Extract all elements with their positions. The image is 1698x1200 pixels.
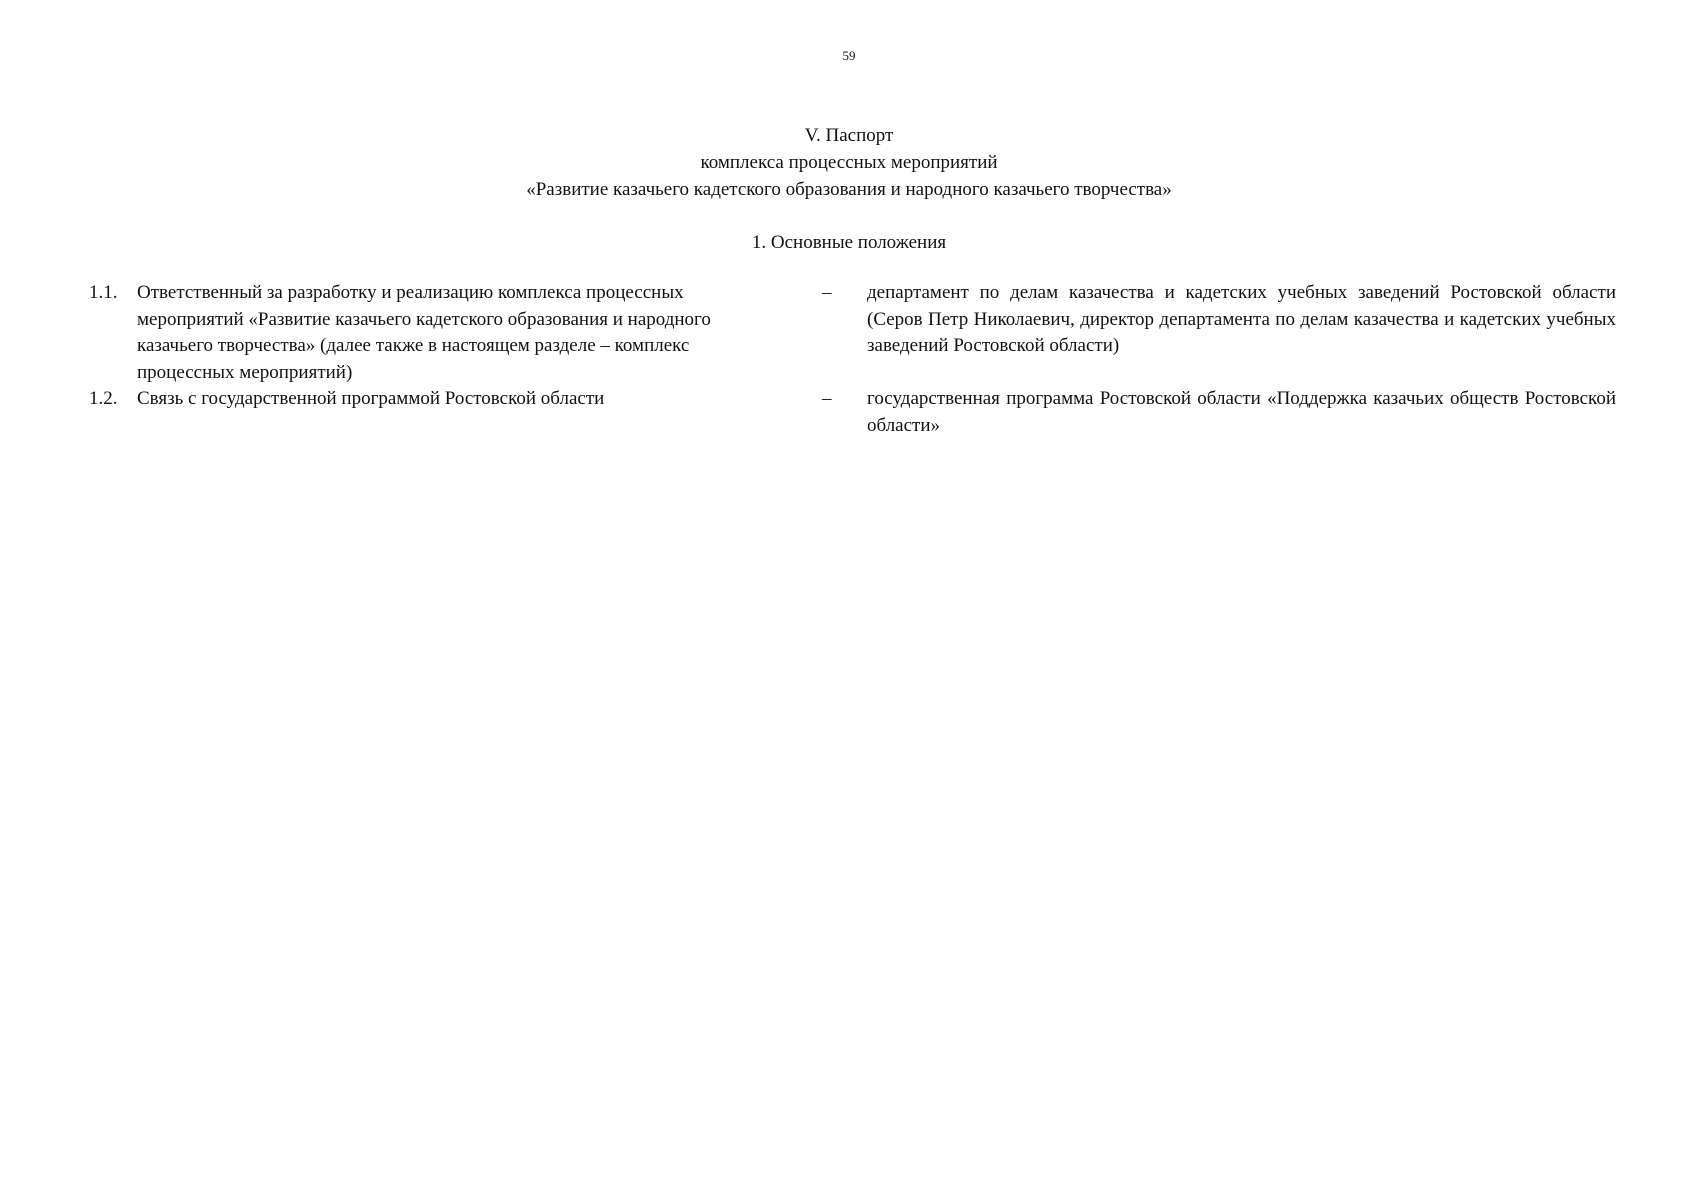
section-heading: 1. Основные положения (751, 232, 947, 253)
page-number: 59 (842, 48, 856, 63)
row-value: государственная программа Ростовской области «Поддержка казачьих обществ Ростовской области» (867, 388, 1616, 436)
provisions-table (0, 280, 1698, 439)
row-value: департамент по делам казачества и кадетских учебных заведений Ростовской области (Серов Петр Николаевич, директор департамента по делам казачества и кадетских учебных заведений Ростовской области) (867, 282, 1616, 356)
row-number: 1.1. (89, 282, 118, 303)
row-dash: – (822, 388, 832, 409)
row-label: Связь с государственной программой Ростовской области (137, 388, 605, 409)
title-line-2: комплекса процессных мероприятий (700, 152, 998, 173)
title-line-3: «Развитие казачьего кадетского образования и народного казачьего творчества» (526, 179, 1172, 200)
title-line-1: V. Паспорт (804, 125, 894, 146)
row-label: Ответственный за разработку и реализацию комплекса процессных мероприятий «Развитие казачьего кадетского образования и народного казачьего творчества» (далее также в настоящем разделе – комплекс процессных мероприятий) (137, 282, 711, 383)
document-title (0, 122, 1698, 203)
provision-row-1-1 (0, 280, 1698, 386)
row-dash: – (822, 282, 832, 303)
provision-row-1-2 (0, 386, 1698, 439)
row-number: 1.2. (89, 388, 118, 409)
